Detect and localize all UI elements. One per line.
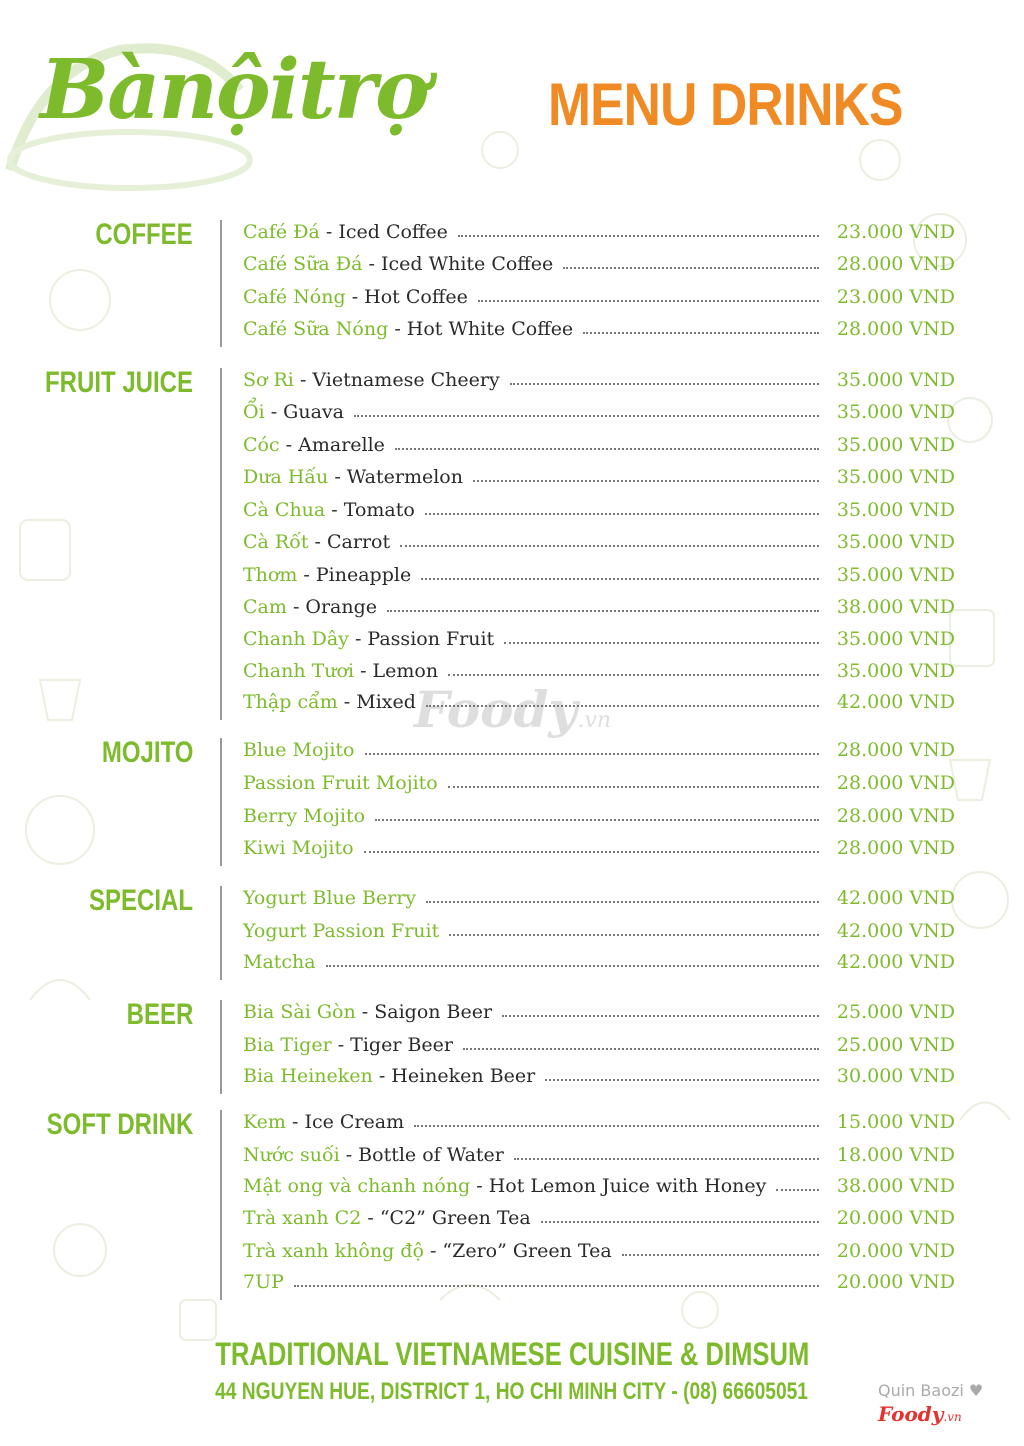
item-price: 35.000 VND <box>836 466 955 488</box>
menu-item-row <box>243 398 955 430</box>
brand-logo: Bànộitrợ <box>40 42 428 138</box>
item-english-name: - Lemon <box>360 660 439 682</box>
menu-item-row <box>243 998 955 1030</box>
menu-item-name <box>243 917 439 945</box>
item-english-name: - Bottle of Water <box>345 1144 504 1166</box>
category-title: SPECIAL <box>88 884 193 917</box>
item-english-name: - Pineapple <box>303 564 412 586</box>
menu-item-row <box>243 1031 955 1063</box>
item-price: 28.000 VND <box>836 837 955 859</box>
menu-item-name <box>243 431 385 459</box>
menu-item-name <box>243 948 316 976</box>
menu-item-row <box>243 736 955 768</box>
item-vietnamese-name: Café Đá <box>243 221 320 243</box>
dotted-leader <box>583 332 819 334</box>
item-price: 25.000 VND <box>836 1001 955 1023</box>
dotted-leader <box>504 642 819 644</box>
dotted-leader <box>473 480 819 482</box>
item-english-name: - Amarelle <box>285 434 385 456</box>
footer-tagline: TRADITIONAL VIETNAMESE CUISINE & DIMSUM <box>214 1336 810 1372</box>
menu-item-row <box>243 283 955 315</box>
foody-watermark: Foody.vn <box>414 680 612 739</box>
item-vietnamese-name: Kiwi Mojito <box>243 837 354 859</box>
menu-item-row <box>243 884 955 916</box>
item-price: 20.000 VND <box>836 1240 955 1262</box>
dotted-leader <box>478 300 819 302</box>
menu-item-row <box>243 688 955 720</box>
menu-item-row <box>243 1172 955 1204</box>
menu-item-row <box>243 769 955 801</box>
dotted-leader <box>375 819 819 821</box>
dotted-leader <box>776 1189 819 1191</box>
menu-item-name <box>243 736 355 764</box>
menu-item-name <box>243 1172 766 1200</box>
dotted-leader <box>563 267 819 269</box>
menu-item-row <box>243 657 955 689</box>
section-divider-line <box>220 1110 222 1300</box>
item-vietnamese-name: Thập cẩm <box>243 691 338 713</box>
item-vietnamese-name: Trà xanh không độ <box>243 1240 424 1262</box>
item-price: 20.000 VND <box>836 1207 955 1229</box>
item-vietnamese-name: Nước suối <box>243 1144 340 1166</box>
item-vietnamese-name: Trà xanh C2 <box>243 1207 362 1229</box>
menu-item-name <box>243 218 448 246</box>
menu-item-name <box>243 1108 404 1136</box>
dotted-leader <box>426 901 819 903</box>
dotted-leader <box>414 1125 819 1127</box>
menu-item-name <box>243 1141 504 1169</box>
menu-item-row <box>243 1204 955 1236</box>
item-english-name: - Watermelon <box>334 466 463 488</box>
item-price: 42.000 VND <box>836 920 955 942</box>
dotted-leader <box>502 1015 819 1017</box>
item-english-name: - Iced Coffee <box>325 221 448 243</box>
dotted-leader <box>364 851 819 853</box>
item-vietnamese-name: Kem <box>243 1111 286 1133</box>
item-price: 25.000 VND <box>836 1034 955 1056</box>
dotted-leader <box>326 965 819 967</box>
item-english-name: - Carrot <box>314 531 391 553</box>
dotted-leader <box>354 415 819 417</box>
menu-item-row <box>243 1141 955 1173</box>
item-price: 35.000 VND <box>836 564 955 586</box>
menu-item-name <box>243 283 468 311</box>
item-price: 42.000 VND <box>836 887 955 909</box>
menu-item-row <box>243 593 955 625</box>
item-english-name: - Tomato <box>331 499 415 521</box>
menu-item-name <box>243 1031 453 1059</box>
item-vietnamese-name: Bia Heineken <box>243 1065 373 1087</box>
item-vietnamese-name: Blue Mojito <box>243 739 355 761</box>
item-vietnamese-name: Thơm <box>243 564 298 586</box>
item-price: 35.000 VND <box>836 434 955 456</box>
menu-item-name <box>243 1268 284 1296</box>
menu-item-name <box>243 366 500 394</box>
item-price: 42.000 VND <box>836 691 955 713</box>
item-vietnamese-name: Café Sữa Nóng <box>243 318 389 340</box>
section-divider-line <box>220 886 222 980</box>
footer-address: 44 NGUYEN HUE, DISTRICT 1, HO CHI MINH CITY - (08) 66605051 <box>215 1378 809 1405</box>
dotted-leader <box>421 578 819 580</box>
item-price: 23.000 VND <box>836 286 955 308</box>
item-english-name: - Orange <box>292 596 378 618</box>
menu-item-row <box>243 366 955 398</box>
item-vietnamese-name: Sơ Ri <box>243 369 294 391</box>
item-vietnamese-name: Matcha <box>243 951 316 973</box>
menu-item-name <box>243 463 463 491</box>
item-price: 28.000 VND <box>836 805 955 827</box>
dotted-leader <box>449 934 819 936</box>
dotted-leader <box>622 1254 819 1256</box>
item-vietnamese-name: Cà Chua <box>243 499 326 521</box>
menu-item-row <box>243 802 955 834</box>
menu-item-row <box>243 948 955 980</box>
section-divider-line <box>220 738 222 866</box>
menu-title: MENU DRINKS <box>548 71 903 138</box>
item-price: 15.000 VND <box>836 1111 955 1133</box>
foody-logo: Foody.vn <box>878 1402 962 1426</box>
item-price: 38.000 VND <box>836 596 955 618</box>
item-price: 35.000 VND <box>836 401 955 423</box>
item-english-name: - Hot Lemon Juice with Honey <box>476 1175 767 1197</box>
dotted-leader <box>365 753 819 755</box>
menu-item-row <box>243 834 955 866</box>
menu-item-row <box>243 431 955 463</box>
dotted-leader <box>448 674 819 676</box>
menu-item-name <box>243 593 377 621</box>
item-english-name: - “C2” Green Tea <box>367 1207 531 1229</box>
item-vietnamese-name: Café Nóng <box>243 286 346 308</box>
item-price: 35.000 VND <box>836 660 955 682</box>
item-price: 35.000 VND <box>836 531 955 553</box>
menu-item-row <box>243 1268 955 1300</box>
menu-item-name <box>243 1062 535 1090</box>
item-price: 38.000 VND <box>836 1175 955 1197</box>
item-english-name: - Ice Cream <box>292 1111 405 1133</box>
menu-item-name <box>243 884 416 912</box>
menu-item-row <box>243 218 955 250</box>
dotted-leader <box>448 786 819 788</box>
item-vietnamese-name: Yogurt Passion Fruit <box>243 920 440 942</box>
dotted-leader <box>545 1079 819 1081</box>
item-english-name: - Hot Coffee <box>351 286 468 308</box>
item-vietnamese-name: Passion Fruit Mojito <box>243 772 438 794</box>
item-vietnamese-name: Café Sữa Đá <box>243 253 363 275</box>
item-vietnamese-name: Bia Tiger <box>243 1034 332 1056</box>
category-title: SOFT DRINK <box>46 1108 193 1141</box>
dotted-leader <box>400 545 819 547</box>
item-vietnamese-name: Bia Sài Gòn <box>243 1001 356 1023</box>
dotted-leader <box>510 383 819 385</box>
item-price: 35.000 VND <box>836 499 955 521</box>
menu-item-name <box>243 802 365 830</box>
dotted-leader <box>514 1158 819 1160</box>
item-price: 23.000 VND <box>836 221 955 243</box>
dotted-leader <box>294 1285 819 1287</box>
category-title: COFFEE <box>95 218 193 251</box>
section-divider-line <box>220 368 222 720</box>
menu-item-name <box>243 1204 531 1232</box>
menu-item-name <box>243 769 438 797</box>
item-vietnamese-name: 7UP <box>243 1271 284 1293</box>
menu-item-row <box>243 561 955 593</box>
menu-item-row <box>243 463 955 495</box>
menu-item-row <box>243 315 955 347</box>
category-title: MOJITO <box>101 736 193 769</box>
photo-credit: Quin Baozi ♥ <box>878 1381 984 1400</box>
menu-item-name <box>243 998 492 1026</box>
dotted-leader <box>458 235 819 237</box>
menu-item-name <box>243 496 415 524</box>
item-price: 28.000 VND <box>836 739 955 761</box>
menu-item-row <box>243 496 955 528</box>
item-vietnamese-name: Berry Mojito <box>243 805 366 827</box>
menu-item-row <box>243 1108 955 1140</box>
item-vietnamese-name: Chanh Dây <box>243 628 349 650</box>
menu-item-row <box>243 1237 955 1269</box>
item-price: 28.000 VND <box>836 318 955 340</box>
item-vietnamese-name: Ổi <box>243 401 265 423</box>
item-english-name: - Tiger Beer <box>337 1034 453 1056</box>
section-divider-line <box>220 220 222 347</box>
menu-item-name <box>243 625 494 653</box>
menu-item-name <box>243 250 553 278</box>
item-vietnamese-name: Dưa Hấu <box>243 466 329 488</box>
dotted-leader <box>426 705 819 707</box>
dotted-leader <box>541 1221 819 1223</box>
item-english-name: - Mixed <box>343 691 416 713</box>
item-vietnamese-name: Cam <box>243 596 287 618</box>
menu-item-row <box>243 917 955 949</box>
item-english-name: - “Zero” Green Tea <box>429 1240 612 1262</box>
item-price: 20.000 VND <box>836 1271 955 1293</box>
item-vietnamese-name: Cà Rốt <box>243 531 309 553</box>
menu-item-name <box>243 315 573 343</box>
item-vietnamese-name: Cóc <box>243 434 280 456</box>
menu-item-name <box>243 561 411 589</box>
category-title: FRUIT JUICE <box>44 366 193 399</box>
menu-item-name <box>243 398 344 426</box>
dotted-leader <box>463 1048 819 1050</box>
item-price: 35.000 VND <box>836 628 955 650</box>
item-english-name: - Guava <box>270 401 344 423</box>
menu-item-name <box>243 528 390 556</box>
item-price: 28.000 VND <box>836 772 955 794</box>
menu-item-name <box>243 1237 612 1265</box>
item-price: 42.000 VND <box>836 951 955 973</box>
category-title: BEER <box>126 998 193 1031</box>
item-vietnamese-name: Chanh Tươi <box>243 660 355 682</box>
item-english-name: - Vietnamese Cheery <box>299 369 500 391</box>
menu-item-name <box>243 834 354 862</box>
item-price: 35.000 VND <box>836 369 955 391</box>
item-price: 18.000 VND <box>836 1144 955 1166</box>
item-price: 28.000 VND <box>836 253 955 275</box>
item-english-name: - Heineken Beer <box>378 1065 536 1087</box>
dotted-leader <box>425 513 819 515</box>
item-english-name: - Hot White Coffee <box>394 318 574 340</box>
item-english-name: - Passion Fruit <box>354 628 495 650</box>
item-price: 30.000 VND <box>836 1065 955 1087</box>
menu-item-name <box>243 657 438 685</box>
menu-item-row <box>243 1062 955 1094</box>
section-divider-line <box>220 1000 222 1094</box>
item-english-name: - Saigon Beer <box>361 1001 493 1023</box>
menu-item-row <box>243 625 955 657</box>
item-vietnamese-name: Mật ong và chanh nóng <box>243 1175 471 1197</box>
dotted-leader <box>395 448 819 450</box>
menu-item-name <box>243 688 416 716</box>
dotted-leader <box>387 610 819 612</box>
item-vietnamese-name: Yogurt Blue Berry <box>243 887 417 909</box>
menu-item-row <box>243 528 955 560</box>
menu-item-row <box>243 250 955 282</box>
item-english-name: - Iced White Coffee <box>368 253 554 275</box>
